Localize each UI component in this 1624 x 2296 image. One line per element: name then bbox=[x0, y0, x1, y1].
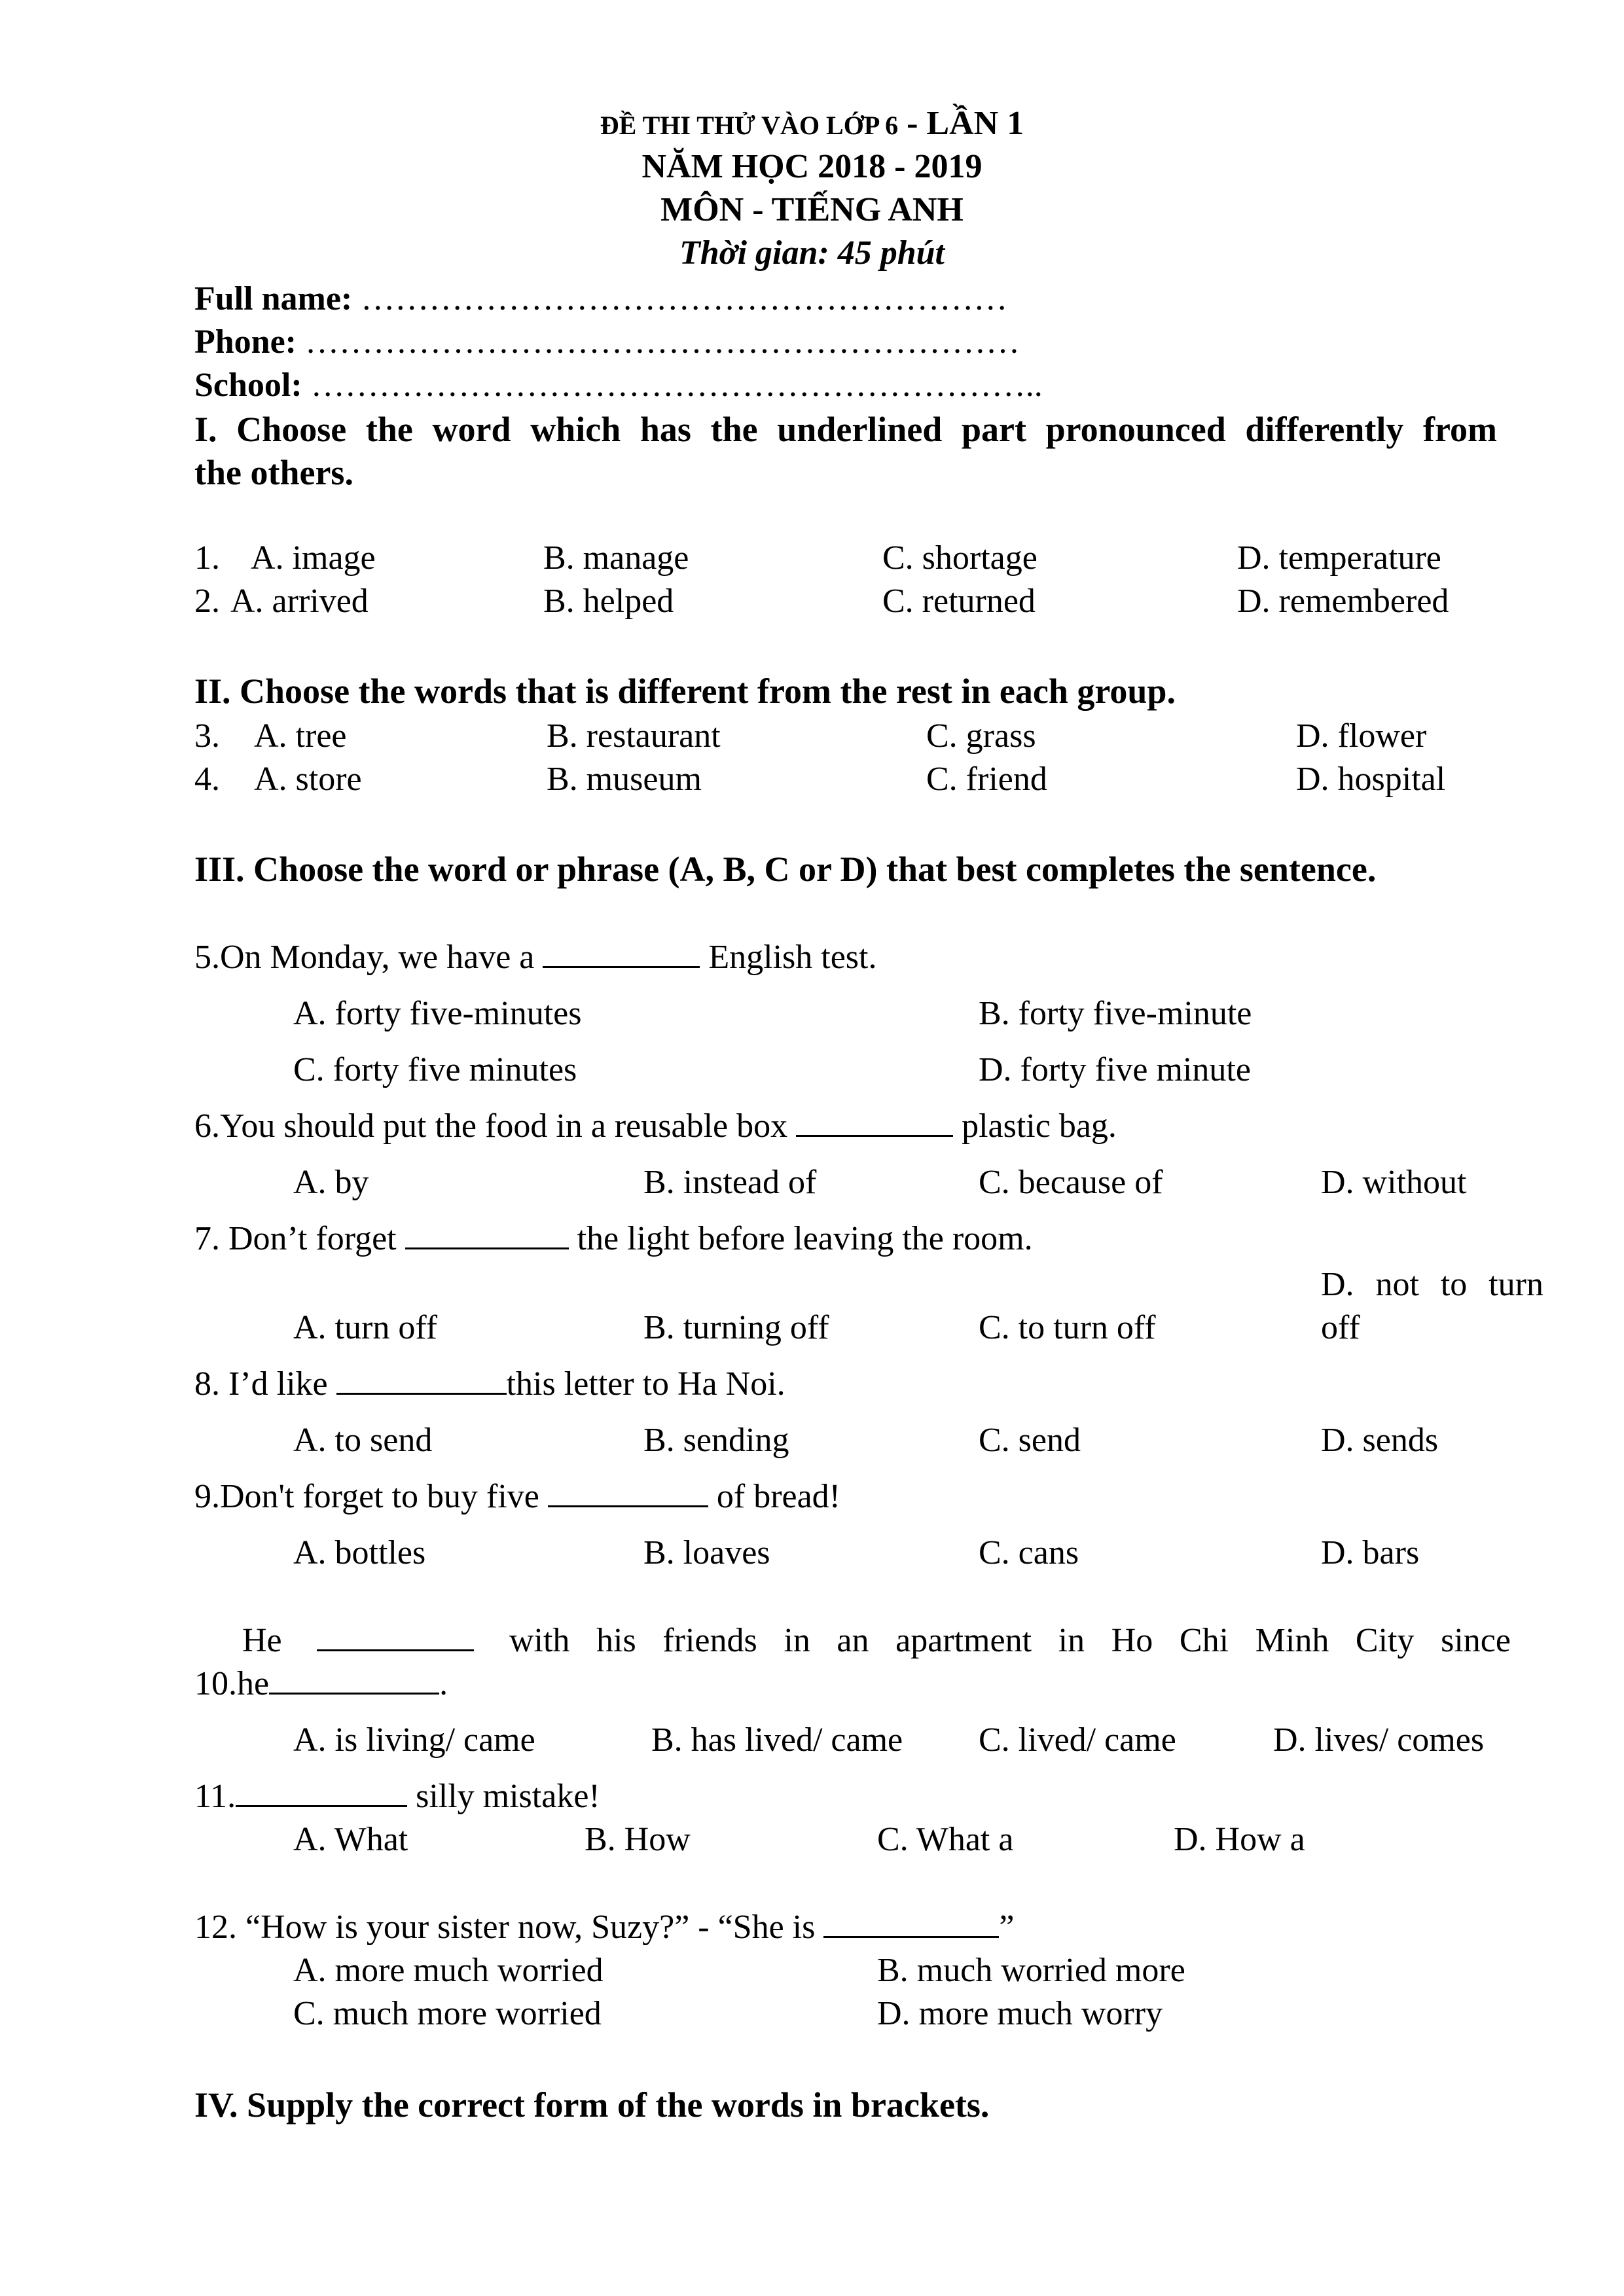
exam-title-small: ĐỀ THI THỬ VÀO LỚP 6 bbox=[600, 111, 899, 140]
q4-option-a[interactable]: A. store bbox=[254, 761, 362, 798]
school-dots: ……………………………………………………….. bbox=[310, 367, 1043, 404]
q10-option-d[interactable]: D. lives/ comes bbox=[1273, 1721, 1485, 1759]
q6-option-d[interactable]: D. without bbox=[1321, 1164, 1467, 1201]
q9-option-d[interactable]: D. bars bbox=[1321, 1534, 1420, 1571]
section-4-heading: IV. Supply the correct form of the words in brackets. bbox=[194, 2085, 990, 2125]
q12-option-b[interactable]: B. much worried more bbox=[877, 1952, 1185, 1989]
q6-stem-pre: You should put the food in a reusable box bbox=[220, 1107, 797, 1145]
q9-option-c[interactable]: C. cans bbox=[979, 1534, 1079, 1571]
subject: MÔN - TIẾNG ANH bbox=[660, 191, 964, 228]
q3-number: 3. bbox=[194, 717, 220, 755]
q7-stem-post: the light before leaving the room. bbox=[568, 1220, 1033, 1257]
q6-stem bbox=[194, 1106, 1117, 1147]
q7-stem-pre: Don’t forget bbox=[220, 1220, 405, 1257]
q9-stem-post: of bread! bbox=[708, 1478, 840, 1515]
q11-option-c[interactable]: C. What a bbox=[877, 1821, 1014, 1858]
q7-option-a[interactable]: A. turn off bbox=[293, 1309, 438, 1346]
q8-stem-pre: I’d like bbox=[220, 1365, 336, 1403]
phone-field[interactable] bbox=[194, 322, 1020, 363]
q6-option-b[interactable]: B. instead of bbox=[643, 1164, 817, 1201]
q2-option-d[interactable]: D. remembered bbox=[1237, 583, 1449, 620]
q7-blank[interactable] bbox=[405, 1219, 569, 1249]
q10-option-a[interactable]: A. is living/ came bbox=[293, 1721, 535, 1759]
q12-option-c[interactable]: C. much more worried bbox=[293, 1995, 602, 2032]
fullname-dots: ………………………………………………… bbox=[361, 280, 1008, 317]
q7-option-d-line2[interactable]: off bbox=[1321, 1309, 1360, 1346]
q1-option-c[interactable]: C. shortage bbox=[882, 539, 1038, 577]
q10-stem-line1 bbox=[242, 1621, 1511, 1661]
section-2-heading: II. Choose the words that is different from the rest in each group. bbox=[194, 672, 1176, 711]
q1-option-b[interactable]: B. manage bbox=[543, 539, 689, 577]
q9-option-a[interactable]: A. bottles bbox=[293, 1534, 426, 1571]
q10-option-c[interactable]: C. lived/ came bbox=[979, 1721, 1176, 1759]
q5-stem-pre: On Monday, we have a bbox=[220, 939, 543, 976]
q10-option-b[interactable]: B. has lived/ came bbox=[651, 1721, 903, 1759]
q10-number: 10. bbox=[194, 1665, 237, 1702]
q3-option-a[interactable]: A. tree bbox=[254, 717, 347, 755]
q1-number: 1. bbox=[194, 539, 220, 577]
q12-blank[interactable] bbox=[823, 1907, 999, 1938]
q9-option-b[interactable]: B. loaves bbox=[643, 1534, 770, 1571]
exam-time: Thời gian: 45 phút bbox=[679, 234, 945, 272]
q6-option-a[interactable]: A. by bbox=[293, 1164, 369, 1201]
q9-stem bbox=[194, 1477, 840, 1517]
q10-blank-2[interactable] bbox=[269, 1664, 439, 1695]
q8-stem bbox=[194, 1364, 785, 1405]
exam-title-round: LẦN 1 bbox=[926, 105, 1024, 142]
q6-stem-post: plastic bag. bbox=[953, 1107, 1117, 1145]
q6-blank[interactable] bbox=[796, 1106, 953, 1137]
section-3-heading: III. Choose the word or phrase (A, B, C or D) that best completes the sentence. bbox=[194, 850, 1377, 889]
q5-option-b[interactable]: B. forty five-minute bbox=[979, 995, 1252, 1032]
fullname-field[interactable] bbox=[194, 279, 1007, 319]
q12-stem-post: ” bbox=[999, 1909, 1015, 1946]
section-1-heading-line2: the others. bbox=[194, 453, 353, 492]
q10-line2-pre: he bbox=[237, 1665, 270, 1702]
q1-option-a[interactable]: A. image bbox=[251, 539, 376, 577]
q5-stem-post: English test. bbox=[700, 939, 877, 976]
q8-number: 8. bbox=[194, 1365, 220, 1403]
q10-stem-line2 bbox=[194, 1664, 448, 1704]
q8-option-d[interactable]: D. sends bbox=[1321, 1422, 1439, 1459]
q12-option-d[interactable]: D. more much worry bbox=[877, 1995, 1163, 2032]
q11-stem bbox=[194, 1776, 600, 1817]
q12-stem bbox=[194, 1907, 1014, 1948]
q8-option-a[interactable]: A. to send bbox=[293, 1422, 433, 1459]
q5-blank[interactable] bbox=[543, 937, 700, 968]
q6-number: 6. bbox=[194, 1107, 220, 1145]
q3-option-b[interactable]: B. restaurant bbox=[547, 717, 721, 755]
school-field[interactable] bbox=[194, 365, 1043, 406]
q7-stem bbox=[194, 1219, 1033, 1259]
q1-option-d[interactable]: D. temperature bbox=[1237, 539, 1441, 577]
q2-number: 2. bbox=[194, 583, 220, 620]
q7-option-c[interactable]: C. to turn off bbox=[979, 1309, 1156, 1346]
fullname-label: Full name: bbox=[194, 280, 353, 317]
q4-option-d[interactable]: D. hospital bbox=[1296, 761, 1446, 798]
q9-stem-pre: Don't forget to buy five bbox=[220, 1478, 548, 1515]
q5-option-a[interactable]: A. forty five-minutes bbox=[293, 995, 582, 1032]
q9-blank[interactable] bbox=[548, 1477, 708, 1507]
q8-option-c[interactable]: C. send bbox=[979, 1422, 1081, 1459]
q2-option-c[interactable]: C. returned bbox=[882, 583, 1036, 620]
q5-number: 5. bbox=[194, 939, 220, 976]
school-year: NĂM HỌC 2018 - 2019 bbox=[641, 148, 983, 185]
q8-stem-post: this letter to Ha Noi. bbox=[506, 1365, 785, 1403]
q7-option-b[interactable]: B. turning off bbox=[643, 1309, 829, 1346]
q7-number: 7. bbox=[194, 1220, 220, 1257]
q11-blank[interactable] bbox=[236, 1776, 407, 1807]
q4-option-c[interactable]: C. friend bbox=[926, 761, 1047, 798]
q10-blank-1[interactable] bbox=[317, 1621, 474, 1651]
q5-stem bbox=[194, 937, 876, 978]
q8-option-b[interactable]: B. sending bbox=[643, 1422, 789, 1459]
q10-stem-rest: with his friends in an apartment in Ho Chi Minh City since bbox=[509, 1622, 1511, 1659]
q2-option-a[interactable]: A. arrived bbox=[230, 583, 369, 620]
q12-stem-pre: “How is your sister now, Suzy?” - “She is bbox=[237, 1909, 824, 1946]
q6-option-c[interactable]: C. because of bbox=[979, 1164, 1163, 1201]
q11-option-d[interactable]: D. How a bbox=[1174, 1821, 1305, 1858]
q8-blank[interactable] bbox=[336, 1364, 507, 1395]
q10-line2-post: . bbox=[439, 1665, 448, 1702]
q3-option-d[interactable]: D. flower bbox=[1296, 717, 1427, 755]
q4-number: 4. bbox=[194, 761, 220, 798]
exam-title-dash: - bbox=[898, 105, 927, 142]
q5-option-d[interactable]: D. forty five minute bbox=[979, 1051, 1251, 1088]
q11-number: 11. bbox=[194, 1778, 236, 1815]
phone-dots: ……………………………………………………… bbox=[305, 323, 1020, 361]
section-1-heading-line1: I. Choose the word which has the underlined part pronounced differently from bbox=[194, 410, 1497, 449]
q10-word-he: He bbox=[242, 1622, 282, 1659]
q12-number: 12. bbox=[194, 1909, 237, 1946]
q12-option-a[interactable]: A. more much worried bbox=[293, 1952, 604, 1989]
school-label: School: bbox=[194, 367, 302, 404]
exam-title bbox=[0, 103, 1624, 144]
q5-option-c[interactable]: C. forty five minutes bbox=[293, 1051, 577, 1088]
q3-option-c[interactable]: C. grass bbox=[926, 717, 1036, 755]
q11-option-a[interactable]: A. What bbox=[293, 1821, 408, 1858]
q11-stem-post: silly mistake! bbox=[407, 1778, 600, 1815]
q4-option-b[interactable]: B. museum bbox=[547, 761, 702, 798]
q2-option-b[interactable]: B. helped bbox=[543, 583, 674, 620]
q7-option-d-line1[interactable]: D. not to turn bbox=[1321, 1266, 1543, 1303]
q11-option-b[interactable]: B. How bbox=[585, 1821, 691, 1858]
phone-label: Phone: bbox=[194, 323, 297, 361]
q9-number: 9. bbox=[194, 1478, 220, 1515]
